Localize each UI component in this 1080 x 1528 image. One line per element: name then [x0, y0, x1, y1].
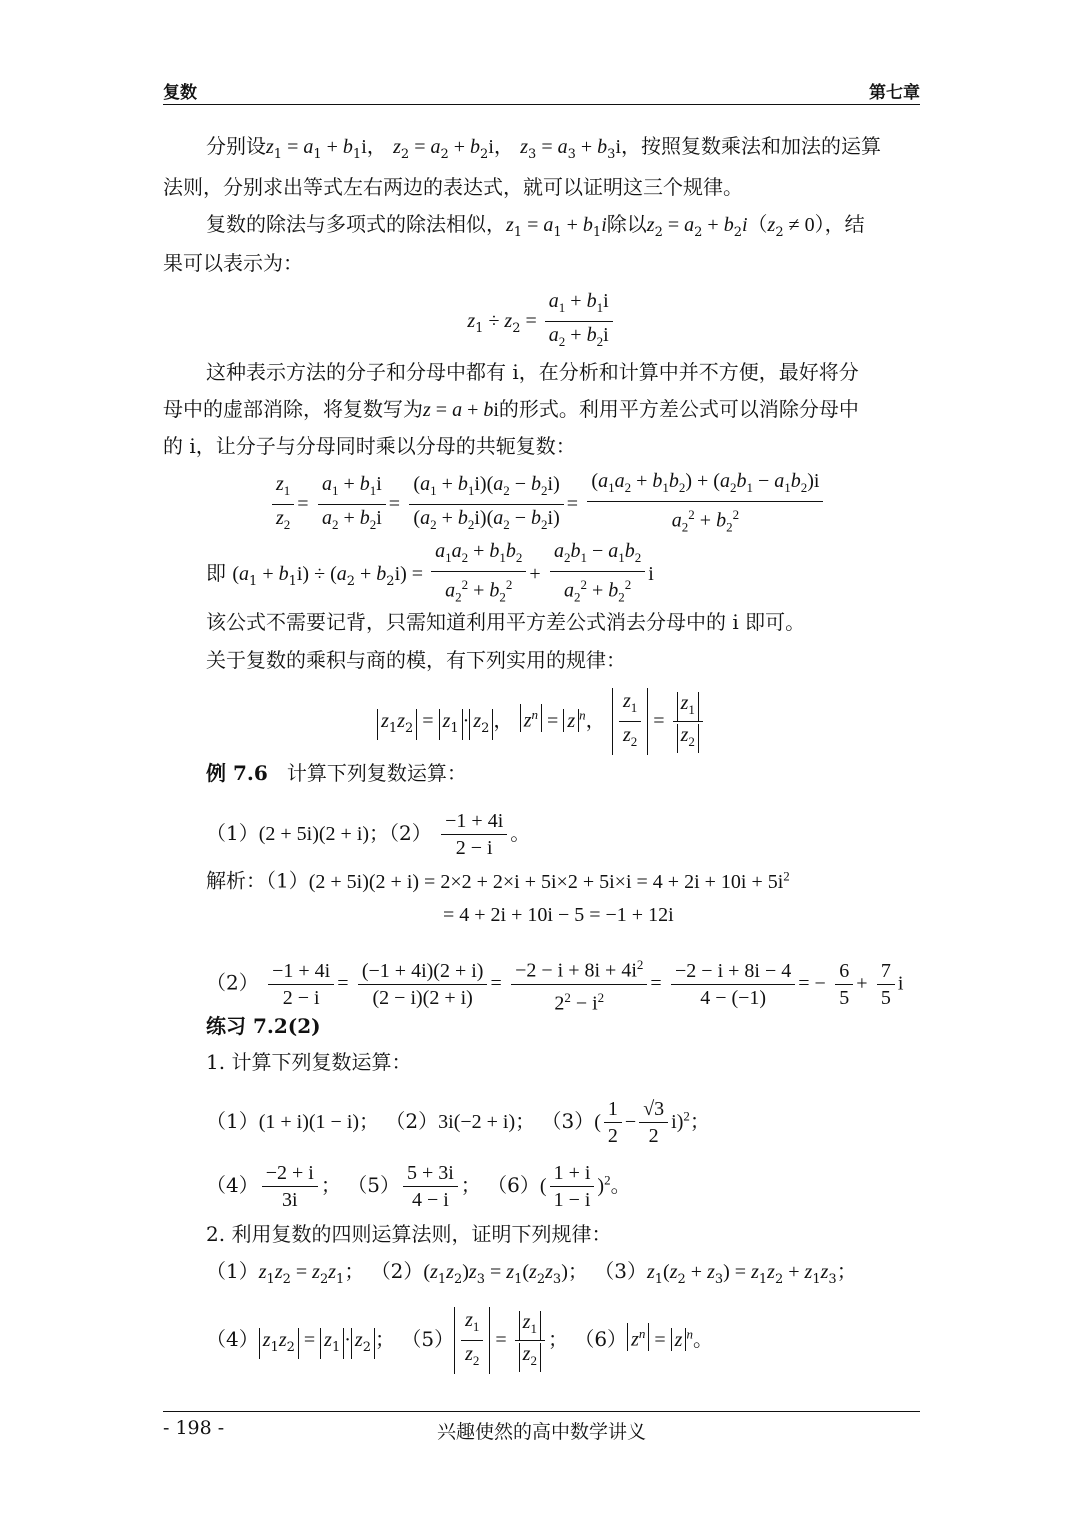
- solution-line-3: （2） $\frac{-1 + 4i}{2 - i}$ = $\frac{(-1 + 4i)(2 + i)}{(2 - i)(2 + i)}$ = $\frac{-2 - i + 8i + 4i^2}{2^2 - i^2}$ = $\frac{-2 - i + 8i - 4}{4 - (-1)}$ = − $\frac{6}{5}$ + $\frac{7}{5}$ i: [163, 952, 963, 1016]
- paragraph-1-line-1: 分别设$z_1 = a_1 + b_1i$， $z_2 = a_2 + b_2i$， $z_3 = a_3 + b_3i$，按照复数乘法和加法的运算: [206, 134, 882, 162]
- paragraph-2-line-1: 复数的除法与多项式的除法相似，$z_1 = a_1 + b_1i$除以$z_2 = a_2 + b_2i(z_2 \ne 0)$，结: [206, 212, 865, 240]
- footer-rule: [163, 1411, 920, 1412]
- formula-division: $z_1 \div z_2$ = $\frac{a_1 + b_1i}{a_2 + b_2i}$: [163, 288, 920, 355]
- paragraph-3-line-2: 母中的虚部消除，将复数写为z = a + bi的形式。利用平方差公式可以消除分母中: [163, 397, 859, 421]
- exercise-q1-row-1: （1）(1 + i)(1 − i)； （2）3i(−2 + i)； （3）( $\frac{1}{2}$ − $\frac{√3}{2}$ i)$^2$；: [206, 1098, 710, 1147]
- exercise-q1-row-2: （4） $\frac{-2 + i}{3i}$ ； （5） $\frac{5 + 3i}{4 - i}$ ； （6）( $\frac{1 + i}{1 - i}$ )$^2$。: [206, 1162, 631, 1211]
- paragraph-3-line-3: 的 i，让分子与分母同时乘以分母的共轭复数：: [163, 434, 576, 458]
- solution-line-1: 解析：$(1)(2 + 5i)(2 + i) = 2\times 2 + 2\times i + 5i\times 2 + 5i\times i = 4 + 2i + 10i + 5i^2$: [206, 868, 790, 893]
- paragraph-3-line-1: 这种表示方法的分子和分母中都有 i，在分析和计算中并不方便，最好将分: [206, 360, 859, 384]
- example-heading: 例 7.6 计算下列复数运算：: [206, 761, 467, 785]
- example-items: （1）(2 + 5i)(2 + i)；（2） $\frac{-1 + 4i}{2 - i}$ 。: [206, 810, 531, 859]
- header-section: 复数: [163, 83, 197, 103]
- paragraph-5: 关于复数的乘积与商的模，有下列实用的规律：: [206, 648, 626, 672]
- page-number: - 198 -: [163, 1417, 225, 1439]
- header-rule: [163, 104, 920, 105]
- formula-conjugate: $\frac{z_1}{z_2}$ = $\frac{a_1 + b_1i}{a_2 + b_2i}$ = $\frac{(a_1 + b_1i)(a_2 - b_2i)}{(a_2 + b_2i)(a_2 - b_2i)}$ = $\frac{(a_1a_2 + b_1b_2) + (a_2b_1 - a_1b_2)i}{a_2^2 + b_2^2}$: [163, 468, 1026, 541]
- exercise-q2-row-2: （4） $z_1z_2 = z_1 \cdot z_2$ ； （5） $\frac{z_1}{z_2}$ = $\frac{z_1}{z_2}$ ； （6） $z^n = z$ $^n$。: [163, 1307, 963, 1374]
- solution-line-2: = 4 + 2i + 10i − 5 = −1 + 12i: [443, 904, 674, 926]
- paragraph-2-line-2: 果可以表示为：: [163, 251, 303, 275]
- exercise-q2: 2. 利用复数的四则运算法则，证明下列规律：: [206, 1222, 612, 1246]
- book-title: 兴趣使然的高中数学讲义: [436, 1421, 646, 1443]
- example-label: 例 7.6: [206, 761, 268, 785]
- exercise-heading: 练习 7.2(2): [206, 1014, 321, 1038]
- paragraph-1-line-2: 法则，分别求出等式左右两边的表达式，就可以证明这三个规律。: [163, 175, 743, 199]
- paragraph-4: 该公式不需要记背，只需知道利用平方差公式消去分母中的 i 即可。: [206, 610, 806, 634]
- running-header: [163, 76, 920, 102]
- exercise-q2-row-1: $(1)z_1z_2 = z_2z_1$； $(2)(z_1z_2)z_3 = z_1(z_2z_3)$； $(3)z_1(z_2 + z_3) = z_1z_2 + z_1z_3$；: [206, 1259, 857, 1287]
- formula-modulus-rules: $z_1z_2 = z_1 \cdot z_2$ ， $z^n = z$ $^n$， $\frac{z_1}{z_2}$ = $\frac{z_1}{z_2}$: [163, 688, 920, 755]
- header-chapter: 第七章: [869, 83, 920, 103]
- exercise-q1: 1. 计算下列复数运算：: [206, 1050, 412, 1074]
- formula-result: 即 $(a_1 + b_1i) \div (a_2 + b_2i)$ = $\frac{a_1a_2 + b_1b_2}{a_2^2 + b_2^2}$ + $\frac{a_2b_1 - a_1b_2}{a_2^2 + b_2^2}$ i: [206, 540, 654, 605]
